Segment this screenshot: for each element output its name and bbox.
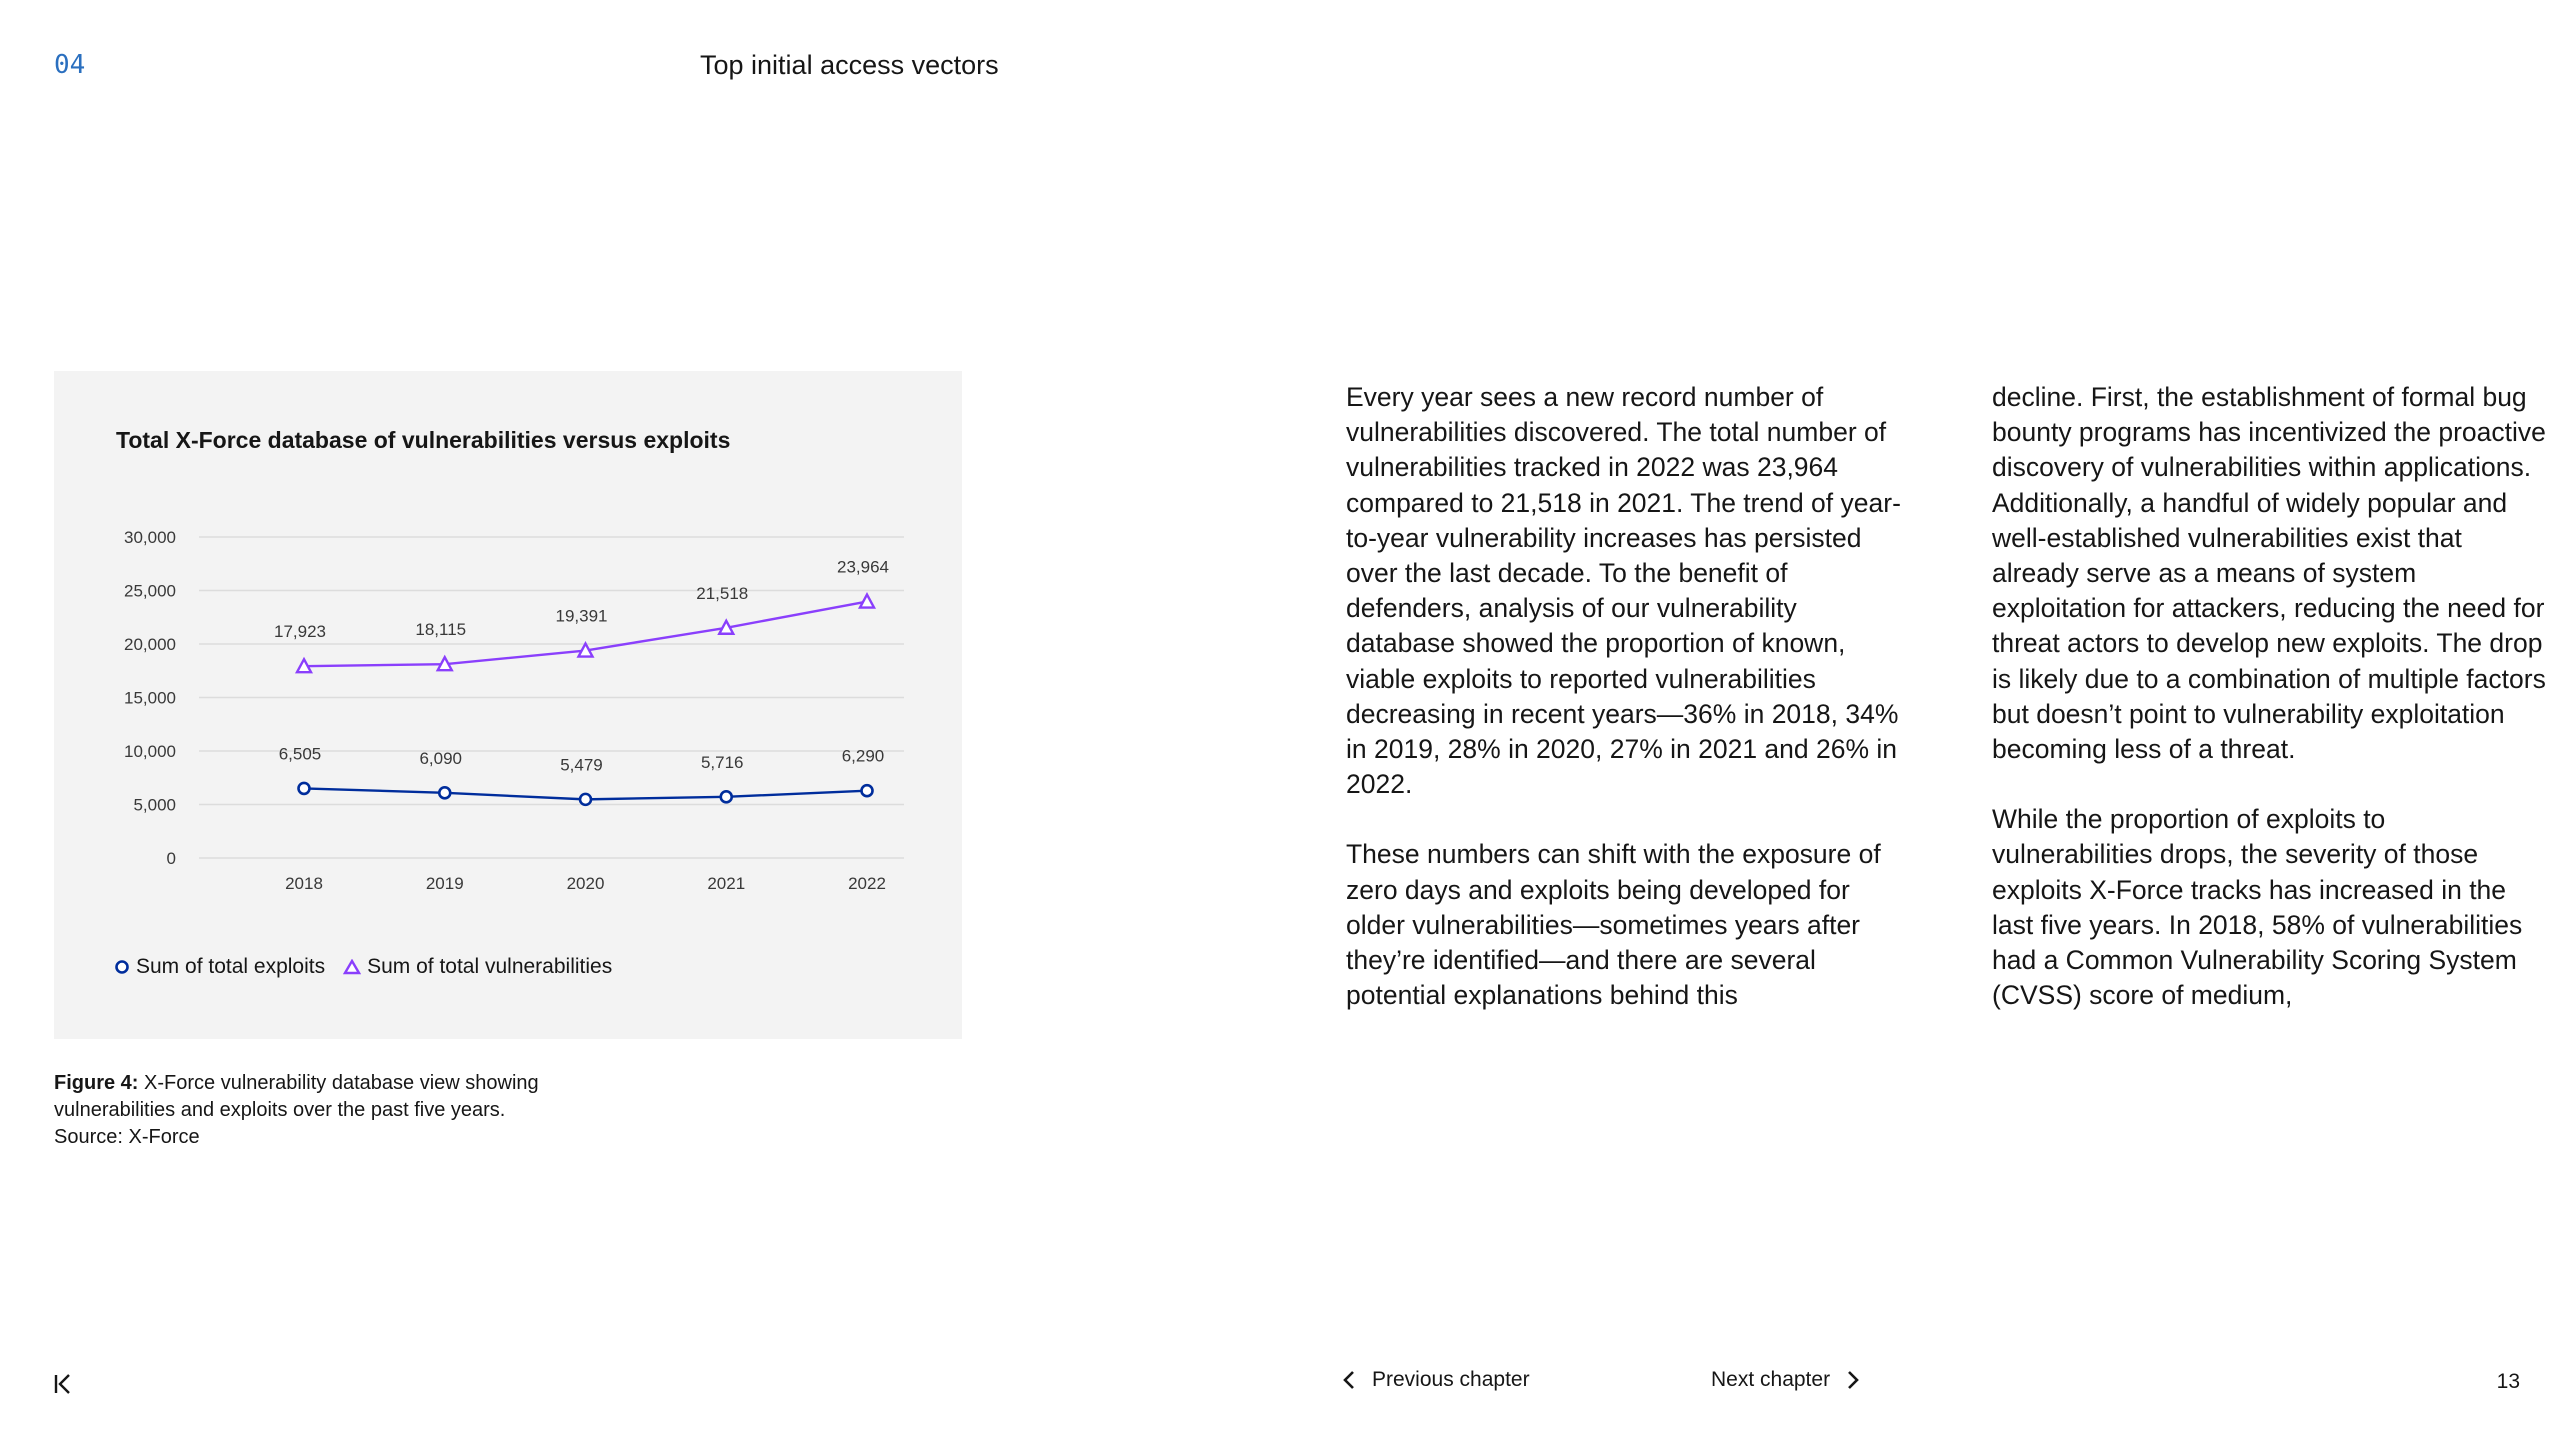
exploit-point	[721, 791, 732, 802]
first-page-button[interactable]	[52, 1372, 76, 1396]
exploit-point	[580, 794, 591, 805]
x-tick-label: 2022	[848, 874, 886, 893]
previous-chapter-button[interactable]	[1342, 1368, 1530, 1392]
body-paragraph: Every year sees a new record number of vulnerabilities discovered. The total number of vulnerabilities tracked in 2022 was 23,964 compared to 21,518 in 2021. The trend of year-to-year vulnerability increases has persisted over the last decade. To the benefit of defenders, analysis of our vulnerability database showed the proportion of known, viable exploits to reported vulnerabilities decreasing in recent years—36% in 2018, 34% in 2019, 28% in 2020, 27% in 2021 and 26% in 2022.	[1346, 382, 1901, 800]
y-tick-label: 5,000	[133, 795, 176, 815]
data-label: 6,290	[841, 746, 885, 766]
line-chart	[54, 371, 962, 1039]
data-label: 5,479	[560, 755, 603, 775]
legend-item-exploits	[114, 955, 325, 979]
y-tick-label: 20,000	[124, 635, 176, 654]
body-paragraph: While the proportion of exploits to vulnerabilities drops, the severity of those exploits X-Force tracks has increased in the last five years. In 2018, 58% of vulnerabilities had a Common Vulnerability Scoring System (CVSS) score of medium,	[1992, 804, 2523, 1011]
body-column-2	[1992, 380, 2552, 1048]
y-tick-label: 10,000	[124, 742, 176, 761]
chapter-title: Top initial access vectors	[700, 50, 999, 80]
next-chapter-button[interactable]	[1711, 1368, 1860, 1392]
page-number: 13	[2496, 1370, 2520, 1393]
figure-caption	[54, 1070, 634, 1151]
chart-panel	[54, 371, 962, 1039]
previous-chapter-label: Previous chapter	[1372, 1368, 1530, 1391]
chart-title: Total X-Force database of vulnerabilities versus exploits	[116, 427, 731, 453]
exploit-point	[439, 787, 450, 798]
body-paragraph: These numbers can shift with the exposure of zero days and exploits being developed for older vulnerabilities—sometimes years after they’re identified—and there are several potential explanations behind this	[1346, 839, 1881, 1011]
chapter-number: 04	[54, 50, 86, 80]
circle-marker-icon	[114, 959, 130, 975]
vulnerability-point	[860, 595, 874, 608]
y-tick-label: 15,000	[124, 688, 176, 708]
data-label: 6,090	[419, 748, 463, 768]
caption-label: Figure 4:	[54, 1072, 139, 1094]
legend-label-exploits: Sum of total exploits	[136, 955, 326, 978]
data-label: 17,923	[274, 622, 326, 642]
next-chapter-label: Next chapter	[1711, 1368, 1831, 1391]
chevron-left-icon	[1342, 1369, 1356, 1391]
exploit-point	[862, 785, 873, 796]
triangle-marker-icon	[343, 959, 361, 975]
exploit-point	[299, 783, 310, 794]
caption-source: Source: X-Force	[54, 1126, 200, 1148]
x-tick-label: 2018	[285, 874, 323, 893]
data-label: 18,115	[415, 620, 467, 640]
skip-back-icon	[52, 1372, 76, 1396]
x-tick-label: 2020	[566, 874, 605, 893]
data-label: 19,391	[555, 606, 608, 626]
caption-text: X-Force vulnerability database view showing vulnerabilities and exploits over the past five years.	[54, 1072, 539, 1121]
chart-legend	[114, 955, 630, 979]
legend-item-vulnerabilities	[343, 955, 612, 979]
data-label: 6,505	[278, 744, 322, 764]
y-tick-label: 25,000	[124, 581, 176, 601]
body-paragraph: decline. First, the establishment of formal bug bounty programs has incentivized the proactive discovery of vulnerabilities within applications. Additionally, a handful of widely popular and well-established vulnerabilities exist that already serve as a means of system exploitation for attackers, reducing the need for threat actors to develop new exploits. The drop is likely due to a combination of multiple factors but doesn’t point to vulnerability exploitation becoming less of a threat.	[1992, 382, 2546, 765]
y-tick-label: 30,000	[124, 528, 176, 547]
data-label: 23,964	[837, 557, 889, 577]
y-tick-label: 0	[166, 849, 176, 868]
x-tick-label: 2021	[707, 874, 746, 893]
x-tick-label: 2019	[425, 874, 464, 893]
chevron-right-icon	[1846, 1369, 1860, 1391]
data-label: 5,716	[700, 752, 744, 772]
data-label: 21,518	[696, 583, 749, 603]
legend-label-vulnerabilities: Sum of total vulnerabilities	[367, 955, 613, 978]
body-column-1	[1346, 380, 1906, 1048]
